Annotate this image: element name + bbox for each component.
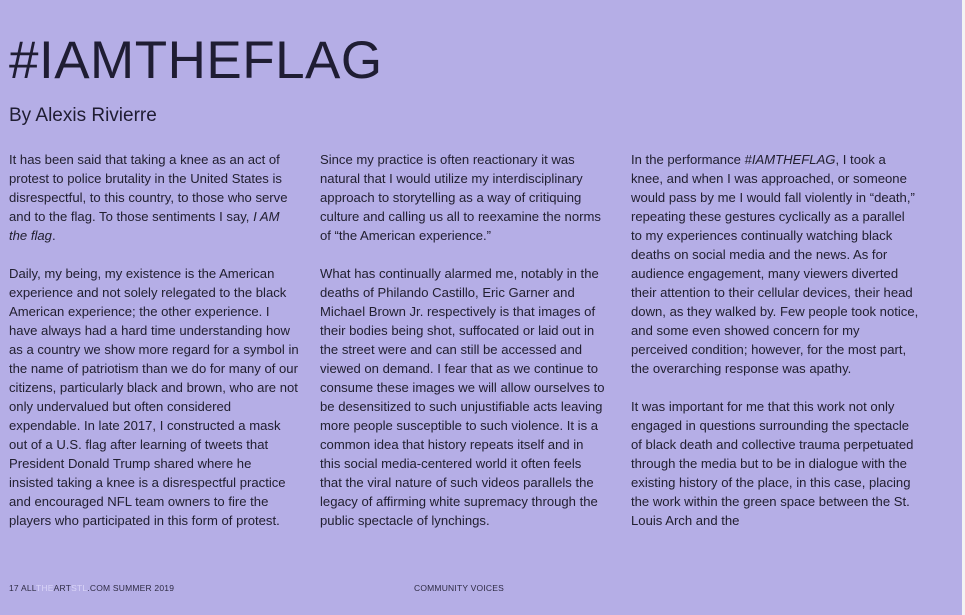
page-footer bbox=[0, 583, 962, 597]
section-label: COMMUNITY VOICES bbox=[414, 583, 504, 593]
site-name-part: STL bbox=[71, 583, 88, 593]
article-column-1 bbox=[9, 150, 299, 530]
paragraph bbox=[320, 264, 605, 530]
paragraph-text: Daily, my being, my existence is the American experience and not solely relegated to the black American experience; the other experience. I have always had a hard time understanding how as a country we show more regard for a symbol in the name of patriotism than we do for many of our citizens, particularly black and brown, who are not only undervalued but often considered expendable. In late 2017, I constructed a mask out of a U.S. flag after learning of tweets that President Donald Trump shared where he insisted taking a knee is a disrespectful practice and encouraged NFL team owners to fire the players who participated in this form of protest. bbox=[9, 266, 299, 528]
paragraph bbox=[631, 150, 919, 378]
site-name-part: ALL bbox=[20, 583, 37, 593]
page-number: 17 bbox=[9, 583, 19, 593]
article-column-3 bbox=[631, 150, 919, 530]
paragraph-text-after: , I took a knee, and when I was approached, or someone would pass by me I would fall violently in “death,” repeating these gestures cyclically as a parallel to my experiences continually watching black deaths on social media and the news. As for audience engagement, many viewers diverted their attention to their cellular devices, their head down, as they walked by. Few people took notice, and some even showed concern for my perceived condition; however, for the most part, the overarching response was apathy. bbox=[631, 152, 919, 376]
article-byline: By Alexis Rivierre bbox=[9, 105, 157, 126]
paragraph-emphasis: I AM the flag bbox=[9, 209, 280, 243]
paragraph-text: It has been said that taking a knee as an act of protest to police brutality in the United States is disrespectful, to this country, to those who serve and to the flag. To those sentiments I say, bbox=[9, 152, 288, 224]
site-name-part: THE bbox=[36, 583, 54, 593]
site-name bbox=[21, 583, 110, 593]
paragraph bbox=[9, 264, 299, 530]
site-name-part: .COM bbox=[87, 583, 111, 593]
article-title: #IAMTHEFLAG bbox=[9, 31, 383, 90]
paragraph-text: It was important for me that this work not only engaged in questions surrounding the spectacle of black death and collective trauma perpetuated through the media but to be in dialogue with the existing history of the place, in this case, placing the work within the green space between the St. Louis Arch and the bbox=[631, 399, 914, 528]
paragraph bbox=[320, 150, 605, 245]
article-column-2 bbox=[320, 150, 605, 530]
paragraph bbox=[9, 150, 299, 245]
site-name-part: ART bbox=[53, 583, 72, 593]
paragraph-text: What has continually alarmed me, notably in the deaths of Philando Castillo, Eric Garner and Michael Brown Jr. respectively is that images of their bodies being shot, suffocated or laid out in the street were and can still be accessed and viewed on demand. I fear that as we continue to consume these images we will allow ourselves to be desensitized to such unjustifiable acts leaving more people susceptible to such violence. It is a common idea that history repeats itself and in this social media-centered world it often feels that the viral nature of such videos parallels the legacy of affirming white supremacy through the public spectacle of lynchings. bbox=[320, 266, 605, 528]
paragraph-text: In the performance bbox=[631, 152, 745, 167]
paragraph-emphasis: #IAMTHEFLAG bbox=[744, 152, 836, 167]
footer-folio bbox=[9, 583, 174, 593]
issue-label: SUMMER 2019 bbox=[112, 583, 175, 593]
paragraph bbox=[631, 397, 919, 530]
paragraph-text: Since my practice is often reactionary it was natural that I would utilize my interdisciplinary approach to storytelling as a way of critiquing culture and calling us all to reexamine the norms of “the American experience.” bbox=[320, 152, 601, 243]
paragraph-text-after: . bbox=[51, 228, 56, 243]
